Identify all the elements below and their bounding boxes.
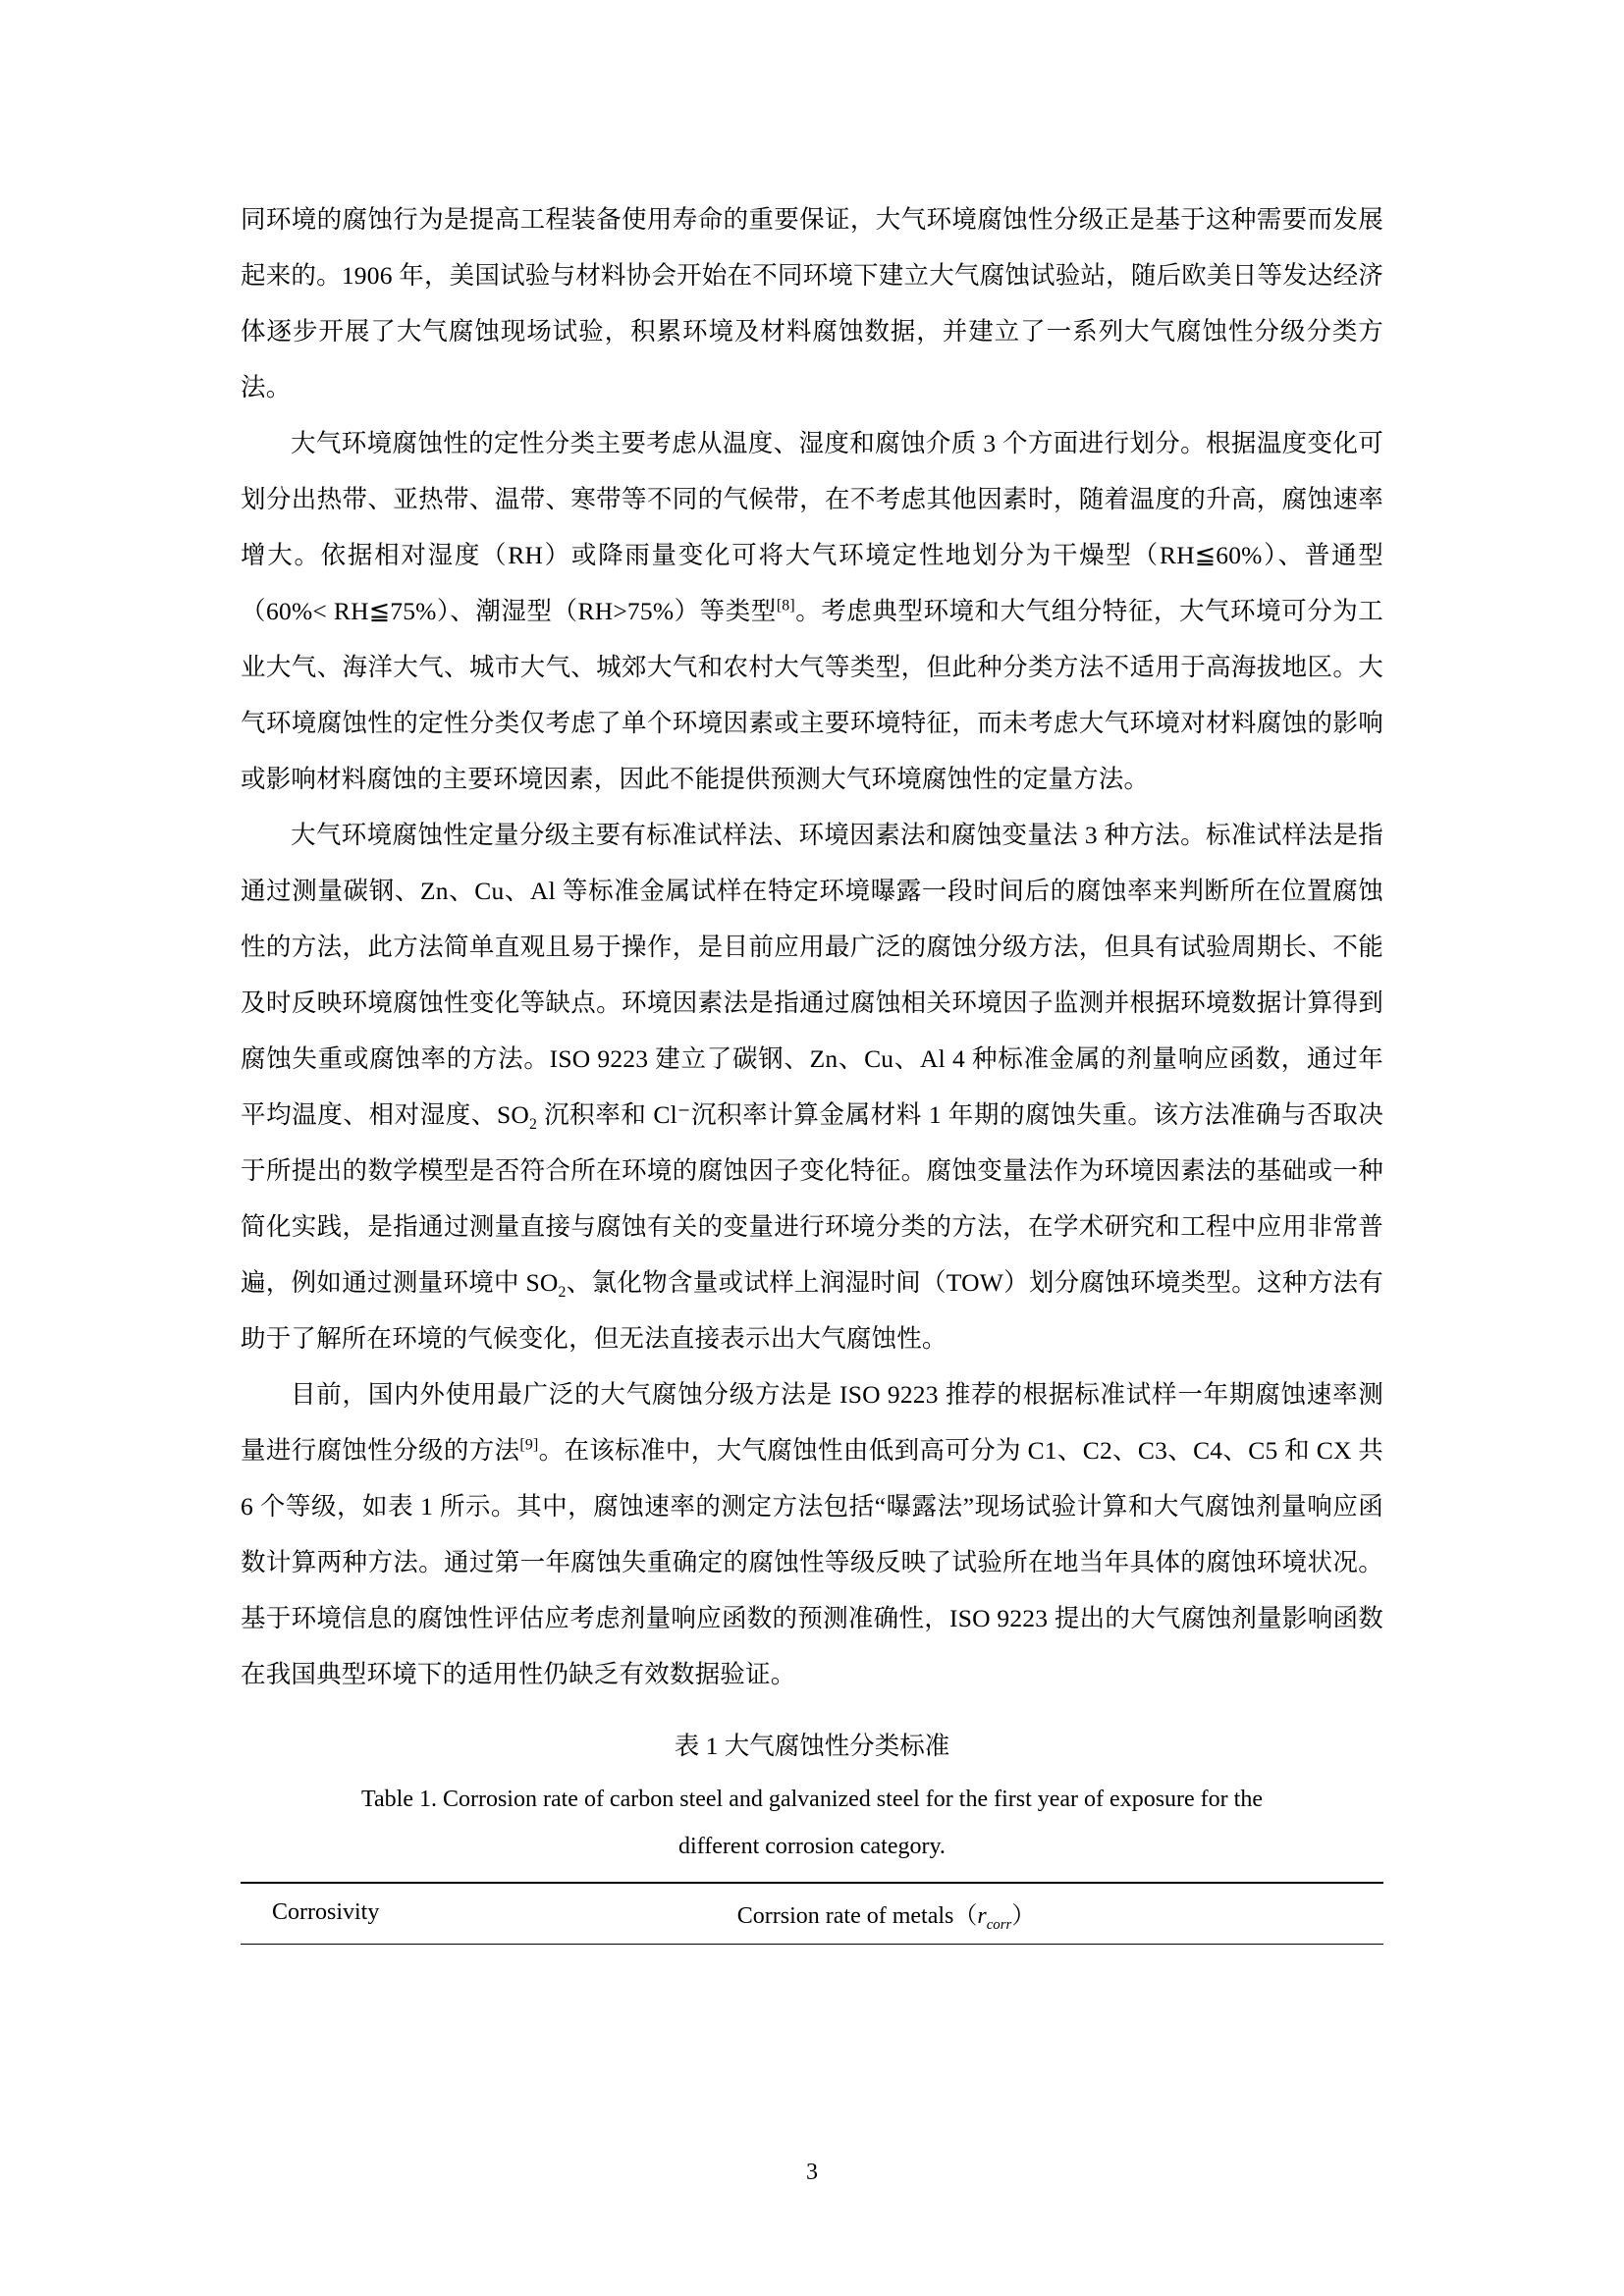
column-header-corrosivity: Corrosivity	[241, 1883, 629, 1945]
table-caption-english-line2: different corrosion category.	[678, 1834, 946, 1859]
column-header-rate-prefix: Corrsion rate of metals（	[736, 1903, 978, 1929]
paragraph-3	[241, 807, 1383, 1366]
subscript-so2-first: 2	[528, 1116, 538, 1134]
body-text-block	[241, 191, 1383, 1702]
paragraph-3-text-b: 沉积率和 Cl⁻沉积率计算金属材料 1 年期的腐蚀失重。该方法准确与否取决于所提出的数学模型是否符合所在环境的腐蚀因子变化特征。腐蚀变量法作为环境因素法的基础或一种简化实践，是指通过测量直接与腐蚀有关的变量进行环境分类的方法，在学术研究和工程中应用非常普遍，例如通过测量环境中 SO	[241, 1100, 1384, 1297]
paragraph-3-text-c: 、氯化物含量或试样上润湿时间（TOW）划分腐蚀环境类型。这种方法有助于了解所在环境的气候变化，但无法直接表示出大气腐蚀性。	[241, 1268, 1384, 1353]
column-header-corrosion-rate	[629, 1883, 1383, 1945]
table-caption-chinese: 表 1 大气腐蚀性分类标准	[674, 1732, 950, 1760]
page-number: 3	[806, 2160, 818, 2185]
paragraph-2-text-a: 大气环境腐蚀性的定性分类主要考虑从温度、湿度和腐蚀介质 3 个方面进行划分。根据温度变化可划分出热带、亚热带、温带、寒带等不同的气候带，在不考虑其他因素时，随着温度的升高，腐蚀速率增大。依据相对湿度（RH）或降雨量变化可将大气环境定性地划分为干燥型（RH≦60%）、普通型（60%< RH≦75%）、潮湿型（RH>75%）等类型	[241, 429, 1383, 625]
corrosivity-table	[241, 1882, 1383, 1945]
paragraph-1: 同环境的腐蚀行为是提高工程装备使用寿命的重要保证，大气环境腐蚀性分级正是基于这种需要而发展起来的。1906 年，美国试验与材料协会开始在不同环境下建立大气腐蚀试验站，随后欧美日等发达经济体逐步开展了大气腐蚀现场试验，积累环境及材料腐蚀数据，并建立了一系列大气腐蚀性分级分类方法。	[241, 205, 1383, 401]
paragraph-3-text-a: 大气环境腐蚀性定量分级主要有标准试样法、环境因素法和腐蚀变量法 3 种方法。标准试样法是指通过测量碳钢、Zn、Cu、Al 等标准金属试样在特定环境曝露一段时间后的腐蚀率来判断所在位置腐蚀性的方法，此方法简单直观且易于操作，是目前应用最广泛的腐蚀分级方法，但具有试验周期长、不能及时反映环境腐蚀性变化等缺点。环境因素法是指通过腐蚀相关环境因子监测并根据环境数据计算得到腐蚀失重或腐蚀率的方法。ISO 9223 建立了碳钢、Zn、Cu、Al 4 种标准金属的剂量响应函数，通过年平均温度、相对湿度、SO	[241, 821, 1383, 1129]
subscript-so2-second: 2	[558, 1284, 567, 1302]
column-header-rate-symbol: r	[977, 1903, 987, 1929]
paragraph-4	[241, 1366, 1383, 1702]
paragraph-4-text-b: 。在该标准中，大气腐蚀性由低到高可分为 C1、C2、C3、C4、C5 和 CX 共 6 个等级，如表 1 所示。其中，腐蚀速率的测定方法包括“曝露法”现场试验计算和大气腐蚀剂量响应函数计算两种方法。通过第一年腐蚀失重确定的腐蚀性等级反映了试验所在地当年具体的腐蚀环境状况。基于环境信息的腐蚀性评估应考虑剂量响应函数的预测准确性，ISO 9223 提出的大气腐蚀剂量影响函数在我国典型环境下的适用性仍缺乏有效数据验证。	[241, 1436, 1384, 1688]
paragraph-2-text-b: 。考虑典型环境和大气组分特征，大气环境可分为工业大气、海洋大气、城市大气、城郊大气和农村大气等类型，但此种分类方法不适用于高海拔地区。大气环境腐蚀性的定性分类仅考虑了单个环境因素或主要环境特征，而未考虑大气环境对材料腐蚀的影响或影响材料腐蚀的主要环境因素，因此不能提供预测大气环境腐蚀性的定量方法。	[241, 597, 1383, 793]
table-caption-english-line1: Table 1. Corrosion rate of carbon steel and galvanized steel for the first year of exposure for the	[361, 1787, 1263, 1812]
column-header-rate-subscript: corr	[986, 1916, 1012, 1933]
paragraph-4-text-a: 目前，国内外使用最广泛的大气腐蚀分级方法是 ISO 9223 推荐的根据标准试样一年期腐蚀速率测量进行腐蚀性分级的方法	[241, 1380, 1383, 1465]
column-header-rate-suffix: ）	[1011, 1903, 1036, 1929]
citation-ref-8: [8]	[776, 597, 795, 614]
table-header-row	[241, 1883, 1383, 1945]
paragraph-2	[241, 415, 1383, 807]
citation-ref-9: [9]	[519, 1436, 539, 1454]
